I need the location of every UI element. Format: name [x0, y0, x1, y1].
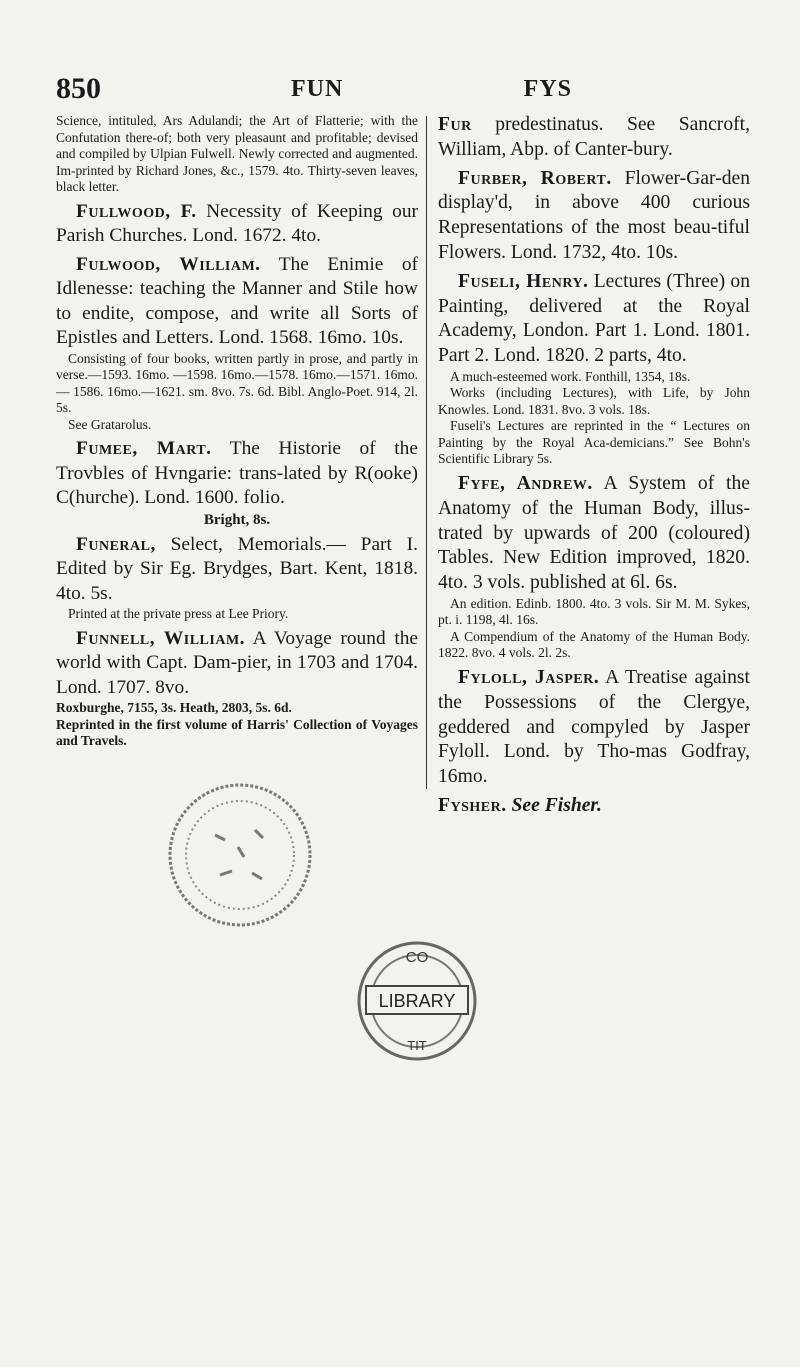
entry-note: Fuseli's Lectures are reprinted in the “ Lectures on Painting by the Royal Aca-demicians.” See Bohn's Scientific Library 5s.	[438, 418, 750, 467]
page-number: 850	[56, 72, 101, 105]
entry-fuseli	[438, 270, 750, 468]
entry-headword: Fuseli, Henry.	[458, 270, 589, 292]
entry-headword: Fyfe, Andrew.	[458, 472, 593, 494]
entry-funeral	[56, 533, 418, 623]
left-guide-word: FUN	[291, 76, 344, 102]
entry-headword: Fysher.	[438, 794, 507, 816]
stamp-seal-icon	[160, 775, 320, 935]
entry-headword: Fumee, Mart.	[76, 438, 212, 459]
entry-fumee	[56, 437, 418, 529]
entry-headword: Funeral,	[76, 533, 156, 555]
entry-headword: Fulwood, William.	[76, 253, 261, 275]
entry-note: Reprinted in the first volume of Harris' Collection of Voyages and Travels.	[56, 716, 418, 748]
entry-body: A System of the Anatomy of the Human Body, illus-trated by upwards of 200 (coloured) Tables. New Edition improved, 1820. 4to. 3 vols. published at 6l. 6s.	[438, 472, 750, 594]
entry-note: A Compendium of the Anatomy of the Human Body. 1822. 8vo. 4 vols. 2l. 2s.	[438, 628, 750, 661]
entry-body: Lectures (Three) on Painting, delivered at the Royal Academy, London. Part 1. Lond. 1801. Part 2. Lond. 1820. 2 parts, 4to.	[438, 270, 750, 367]
stamp-top-text: CO	[405, 949, 429, 966]
entry-continuation	[56, 113, 418, 196]
entry-headword: Fyloll, Jasper.	[458, 666, 600, 688]
column-divider	[426, 116, 427, 789]
left-column	[56, 113, 418, 754]
entry-body: A Voyage round the world with Capt. Dam-pier, in 1703 and 1704. Lond. 1707. 8vo.	[56, 627, 419, 698]
entry-body: Necessity of Keeping our Parish Churches. Lond. 1672. 4to.	[56, 200, 418, 246]
entry-furber	[438, 167, 750, 266]
entry-headword: Funnell, William.	[76, 627, 246, 649]
entry-fyloll	[438, 666, 750, 790]
right-guide-word: FYS	[523, 76, 572, 102]
right-column	[438, 113, 750, 823]
entry-fulwood	[56, 253, 418, 434]
entry-funnell	[56, 627, 418, 750]
entry-body: A Treatise against the Possessions of the Clergye, geddered and compyled by Jasper Fyloll. Lond. by Tho-mas Godfray, 16mo.	[438, 666, 750, 788]
entry-headword: Furber, Robert.	[458, 167, 612, 189]
entry-headword: Fur	[438, 114, 472, 135]
entry-note: Works (including Lectures), with Life, by John Knowles. Lond. 1831. 8vo. 3 vols. 18s.	[438, 385, 750, 417]
page-header	[56, 72, 720, 112]
entry-fysher	[438, 794, 750, 819]
entry-headword: Fullwood, F.	[76, 200, 197, 222]
entry-see: See Gratarolus.	[68, 416, 152, 432]
entry-note: A much-esteemed work. Fonthill, 1354, 18s.	[450, 368, 691, 384]
entry-note: An edition. Edinb. 1800. 4to. 3 vols. Sir M. M. Sykes, pt. i. 1198, 4l. 16s.	[438, 595, 750, 628]
stamp-label: LIBRARY	[378, 991, 456, 1011]
entry-note: Consisting of four books, written partly in prose, and partly in verse.—1593. 16mo. —1598. 16mo.—1578. 16mo.—1571. 16mo.— 1586. 16mo.—1621. sm. 8vo. 7s. 6d. Bibl. Anglo-Poet. 914, 2l. 5s.	[56, 350, 418, 415]
entry-body: The Historie of the Trovbles of Hvngarie: trans-lated by R(ooke) C(hurche). Lond. 1600. folio.	[56, 438, 418, 508]
entry-body: Flower-Gar-den display'd, in above 400 curious Representations of the most beau-tiful Flowers. Lond. 1732, 4to. 10s.	[438, 167, 750, 263]
entry-body: The Enimie of Idlenesse: teaching the Manner and Stile how to endite, compose, and write all Sorts of Epistles and Letters. Lond. 1568. 16mo. 10s.	[56, 253, 418, 348]
continuation-text: Science, intituled, Ars Adulandi; the Art of Flatterie; with the Confutation there-of; both very pleasaunt and profitable; devised and compiled by Ulpian Fulwell. Newly corrected and augmented. Im-printed by Richard Jones, &c., 1579. 4to. Thirty-seven leaves, black letter.	[56, 113, 418, 194]
entry-price: Bright, 8s.	[203, 511, 271, 528]
entry-note: Printed at the private press at Lee Priory.	[68, 606, 289, 621]
entry-body: See Fisher.	[511, 794, 602, 816]
entry-note: Roxburghe, 7155, 3s. Heath, 2803, 5s. 6d.	[56, 700, 292, 715]
entry-fyfe	[438, 472, 750, 662]
entry-fullwood	[56, 200, 418, 249]
entry-body: Select, Memorials.— Part I. Edited by Sir Eg. Brydges, Bart. Kent, 1818. 4to. 5s.	[56, 533, 418, 604]
entry-fur	[438, 113, 750, 163]
stamp-bottom-text: TIT	[407, 1038, 427, 1053]
entry-body: predestinatus. See Sancroft, William, Abp. of Canter-bury.	[438, 114, 750, 160]
library-stamp-icon	[352, 918, 482, 1083]
